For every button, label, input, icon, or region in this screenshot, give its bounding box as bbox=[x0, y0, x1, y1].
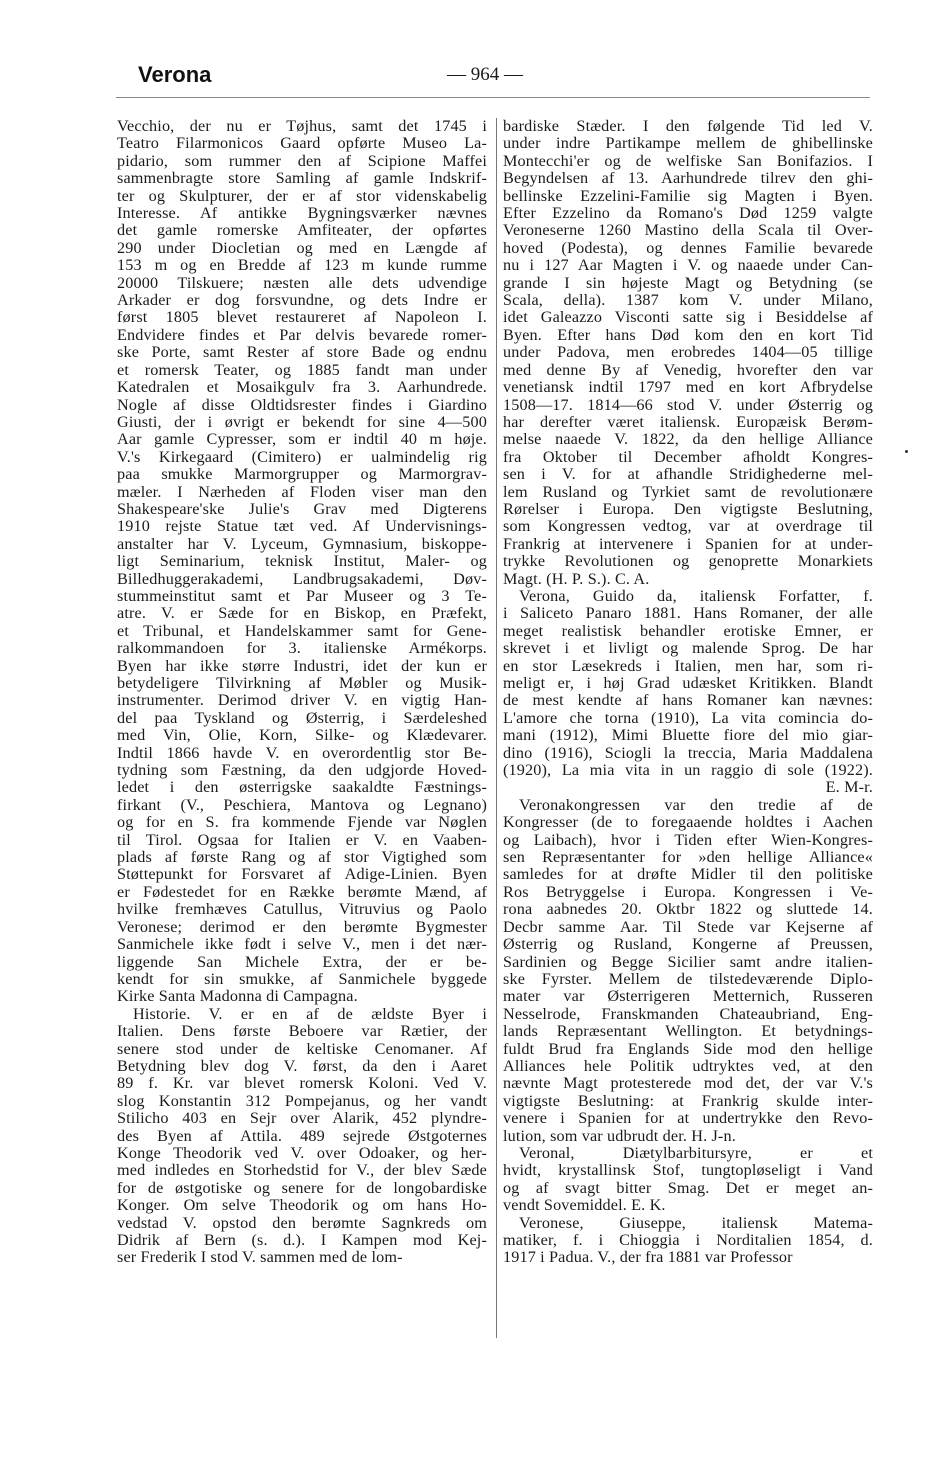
text-line: Frankrig at intervenere i Spanien for at under- bbox=[503, 535, 873, 553]
text-line: Veronakongressen var den tredie af de bbox=[519, 796, 873, 814]
text-line: til Tirol. Ogsaa for Italien er V. en Vaaben- bbox=[117, 831, 487, 849]
text-line: V.'s Kirkegaard (Cimitero) er ualmindelig rig bbox=[117, 448, 487, 466]
text-line: anstalter har V. Lyceum, Gymnasium, biskoppe- bbox=[117, 535, 487, 553]
text-line: ligt Seminarium, teknisk Institut, Maler- og bbox=[117, 553, 487, 571]
text-line: i Saliceto Panaro 1881. Hans Romaner, der alle bbox=[503, 605, 873, 623]
text-line: idet Galeazzo Visconti satte sig i Besiddelse af bbox=[503, 309, 873, 327]
text-line: paa smukke Marmorgrupper og Marmorgrav- bbox=[117, 466, 487, 484]
text-line: mæler. I Nærheden af Floden viser man den bbox=[117, 483, 487, 501]
text-line: Stilicho 403 en Sejr over Alarik, 452 plyndre- bbox=[117, 1110, 487, 1128]
text-line: Giusti, der i øvrigt er bekendt for sine 4—500 bbox=[117, 413, 487, 431]
text-line: Nogle af disse Oldtidsrester findes i Giardino bbox=[117, 396, 487, 414]
text-line: Billedhuggerakademi, Landbrugsakademi, Døv- bbox=[117, 570, 487, 588]
text-line: er Fødestedet for en Række berømte Mænd, af bbox=[117, 883, 487, 901]
text-line: stummeinstitut samt et Par Museer og 3 Te- bbox=[117, 587, 487, 605]
text-line: Historie. V. er en af de ældste Byer i bbox=[133, 1005, 487, 1023]
text-line: hoved (Podesta), og dennes Familie bevarede bbox=[503, 239, 873, 257]
text-line: liggende San Michele Extra, der er be- bbox=[117, 953, 487, 971]
text-line: først 1805 blevet restaureret af Napoleon I. bbox=[117, 309, 487, 327]
text-line: vendt Sovemiddel. E. K. bbox=[503, 1197, 666, 1215]
text-line: Montecchi'er og de welfiske San Bonifazios. I bbox=[503, 152, 873, 170]
text-line: samledes for at drøfte Midler til den politiske bbox=[503, 866, 873, 884]
text-line: rona aabnedes 20. Oktbr 1822 og sluttede 14. bbox=[503, 901, 873, 919]
text-line: slog Konstantin 312 Pompejanus, og her vandt bbox=[117, 1092, 487, 1110]
text-line: Østerrig og Rusland, Kongerne af Preussen, bbox=[503, 936, 873, 954]
text-line: trykke Revolutionen og genoprette Monarkiets bbox=[503, 553, 873, 571]
text-line: Aar gamle Cypresser, som er indtil 40 m høje. bbox=[117, 431, 487, 449]
text-line: og for en S. fra kommende Fjende var Nøglen bbox=[117, 814, 487, 832]
text-line: Veroneserne 1260 Mastino della Scala til Over- bbox=[503, 222, 873, 240]
text-line: pidario, som rummer den af Scipione Maffei bbox=[117, 152, 487, 170]
text-line: Veronese; derimod er den berømte Bygmester bbox=[117, 918, 487, 936]
text-line: Vecchio, der nu er Tøjhus, samt det 1745 i bbox=[117, 118, 487, 135]
text-line: de mest kendte af hans Romaner kan nævnes: bbox=[503, 692, 873, 710]
text-line: under Padova, men erobredes 1404—05 tillige bbox=[503, 344, 873, 362]
text-line: Byen har ikke større Industri, idet der kun er bbox=[117, 657, 487, 675]
text-line: vedstad V. opstod den berømte Sagnkreds om bbox=[117, 1214, 487, 1232]
text-line: E. M-r. bbox=[825, 779, 873, 797]
text-line: fra Oktober til December afholdt Kongres- bbox=[503, 448, 873, 466]
text-line: Støttepunkt for Forsvaret af Adige-Linien. Byen bbox=[117, 866, 487, 884]
text-line: Scala, della). 1387 kom V. under Milano, bbox=[503, 292, 873, 310]
text-line: 1508—17. 1814—66 stod V. under Østerrig og bbox=[503, 396, 873, 414]
text-line: bellinske Ezzelini-Familie sig Magten i Byen. bbox=[503, 187, 873, 205]
text-line: plads af første Rang og af stor Vigtighed som bbox=[117, 849, 487, 867]
text-line: Veronese, Giuseppe, italiensk Matema- bbox=[519, 1214, 873, 1232]
text-line: Nesselrode, Franskmanden Chateaubriand, Eng- bbox=[503, 1005, 873, 1023]
text-line: Efter Ezzelino da Romano's Død 1259 valgte bbox=[503, 205, 873, 223]
text-line: hvidt, krystallinsk Stof, tungtopløseligt i Vand bbox=[503, 1162, 873, 1180]
text-line: Alliances hele Politik udtryktes ved, at den bbox=[503, 1057, 873, 1075]
text-line: som Kongressen vedtog, var at overdrage til bbox=[503, 518, 873, 536]
running-title: Verona bbox=[138, 62, 212, 87]
right-column bbox=[503, 118, 873, 1267]
text-line: lands Repræsentant Wellington. Et betydnings- bbox=[503, 1023, 873, 1041]
text-line: Italien. Dens første Beboere var Rætier, der bbox=[117, 1023, 487, 1041]
text-line: Ros Betryggelse i Europa. Kongressen i Ve- bbox=[503, 883, 873, 901]
text-line: Konge Theodorik ved V. over Odoaker, og her- bbox=[117, 1144, 487, 1162]
text-line: med denne By af Venedig, hvorefter den var bbox=[503, 361, 873, 379]
text-line: meligt er, i høj Grad udæsket Kritikken. Blandt bbox=[503, 675, 873, 692]
text-line: har derefter været italiensk. Europæisk Berøm- bbox=[503, 413, 873, 431]
text-line: Magt. (H. P. S.). C. A. bbox=[503, 570, 650, 588]
text-line: tydning som Fæstning, da den udgjorde Hoved- bbox=[117, 762, 487, 780]
text-line: og Laibach), hvor i Tiden efter Wien-Kongres- bbox=[503, 831, 873, 849]
text-line: Konger. Om selve Theodorik og om hans Ho- bbox=[117, 1197, 487, 1215]
text-line: vigtigste Beslutning: at Frankrig skulde inter- bbox=[503, 1092, 873, 1110]
text-line: mater var Østerrigeren Metternich, Russeren bbox=[503, 988, 873, 1006]
text-line: Betydning blev dog V. først, da den i Aaret bbox=[117, 1057, 487, 1075]
text-line: 20000 Tilskuere; næsten alle dets udvendige bbox=[117, 274, 487, 292]
text-line: Begyndelsen af 13. Aarhundrede tilrev den ghi- bbox=[503, 170, 873, 188]
page-number: — 964 — bbox=[447, 64, 523, 85]
text-line: lem Rusland og Tyrkiet samt de revolutionære bbox=[503, 483, 873, 501]
text-line: en stor Læsekreds i Italien, men har, som ri- bbox=[503, 657, 873, 675]
text-line: Didrik af Bern (s. d.). I Kampen mod Kej- bbox=[117, 1232, 487, 1249]
text-line: ter og Skulpturer, der er af stor videnskabelig bbox=[117, 187, 487, 205]
text-line: 153 m og en Bredde af 123 m kunde rumme bbox=[117, 257, 487, 275]
text-line: (1920), La mia vita in un raggio di sole (1922). bbox=[503, 762, 873, 780]
text-line: matiker, f. i Chioggia i Norditalien 1854, d. bbox=[503, 1232, 873, 1249]
text-line: Teatro Filarmonicos Gaard opførte Museo La- bbox=[117, 135, 487, 153]
text-line: fuldt Brud fra Englands Side mod den hellige bbox=[503, 1040, 873, 1058]
left-column bbox=[117, 118, 487, 1267]
text-line: bardiske Stæder. I den følgende Tid led V. bbox=[503, 118, 873, 135]
text-line: mani (1912), Mimi Bluette fiore del mio giar- bbox=[503, 727, 873, 745]
text-line: instrumenter. Derimod driver V. en vigtig Han- bbox=[117, 692, 487, 710]
text-line: venere i Spanien for at undertrykke den Revo- bbox=[503, 1110, 873, 1128]
text-line: under indre Partikampe mellem de ghibellinske bbox=[503, 135, 873, 153]
text-line: et Tribunal, et Handelskammer samt for Gene- bbox=[117, 622, 487, 640]
text-line: melse naaede V. 1822, da den hellige Alliance bbox=[503, 431, 873, 449]
text-line: dino (1916), Sciogli la treccia, Maria Maddalena bbox=[503, 744, 873, 762]
text-line: Sardinien og Begge Sicilier samt andre italien- bbox=[503, 953, 873, 971]
text-line: ralkommandoen for 3. italienske Armékorps. bbox=[117, 640, 487, 658]
text-line: Arkader er dog forsvundne, og dets Indre er bbox=[117, 292, 487, 310]
text-line: lution, som var udbrudt der. H. J-n. bbox=[503, 1127, 736, 1145]
text-line: nu i 127 Aar Magten i V. og naaede under Can- bbox=[503, 257, 873, 275]
text-line: betydeligere Tilvirkning af Møbler og Musik- bbox=[117, 675, 487, 692]
text-line: L'amore che torna (1910), La vita comincia do- bbox=[503, 709, 873, 727]
text-line: sammenbragte store Samling af gamle Indskrif- bbox=[117, 170, 487, 188]
column-divider bbox=[496, 118, 497, 1338]
text-line: del paa Tyskland og Østerrig, i Særdeleshed bbox=[117, 709, 487, 727]
text-line: atre. V. er Sæde for en Biskop, en Præfekt, bbox=[117, 605, 487, 623]
text-line: Verona, Guido da, italiensk Forfatter, f. bbox=[519, 587, 873, 605]
text-line: for de østgotiske og senere for de longobardiske bbox=[117, 1179, 487, 1197]
text-line: sen Repræsentanter for »den hellige Alliance« bbox=[503, 849, 873, 867]
text-line: firkant (V., Peschiera, Mantova og Legnano) bbox=[117, 796, 487, 814]
text-line: et romersk Teater, og 1885 fandt man under bbox=[117, 361, 487, 379]
text-line: Veronal, Diætylbarbitursyre, er et bbox=[519, 1144, 873, 1162]
text-line: det gamle romerske Amfiteater, der opførtes bbox=[117, 222, 487, 240]
text-line: sen i V. for at afhandle Stridighederne mel- bbox=[503, 466, 873, 484]
text-line: Kirke Santa Madonna di Campagna. bbox=[117, 988, 358, 1006]
text-line: 89 f. Kr. var blevet romersk Koloni. Ved V. bbox=[117, 1075, 487, 1093]
text-line: 1910 rejste Statue tæt ved. Af Undervisnings- bbox=[117, 518, 487, 536]
text-line: Indtil 1866 havde V. en overordentlig stor Be- bbox=[117, 744, 487, 762]
text-line: meget realistisk behandler erotiske Emner, er bbox=[503, 622, 873, 640]
text-line: des Byen af Attila. 489 sejrede Østgoternes bbox=[117, 1127, 487, 1145]
text-line: Katedralen et Mosaikgulv fra 3. Aarhundrede. bbox=[117, 379, 487, 397]
text-line: Endvidere findes et Par delvis bevarede romer- bbox=[117, 326, 487, 344]
text-line: grande I sin højeste Magt og Betydning (se bbox=[503, 274, 873, 292]
text-line: senere stod under de keltiske Cenomaner. Af bbox=[117, 1040, 487, 1058]
stray-mark bbox=[905, 450, 908, 453]
text-line: nævnte Magt protesterede mod det, der var V.'s bbox=[503, 1075, 873, 1093]
text-line: 1917 i Padua. V., der fra 1881 var Professor bbox=[503, 1249, 793, 1267]
text-line: venetiansk indtil 1797 med en kort Afbrydelse bbox=[503, 379, 873, 397]
text-line: og af svagt bitter Smag. Det er meget an- bbox=[503, 1179, 873, 1197]
text-line: ske Fyrster. Mellem de tilstedeværende Diplo- bbox=[503, 970, 873, 988]
header-rule bbox=[116, 97, 870, 98]
text-line: Interesse. Af antikke Bygningsværker nævnes bbox=[117, 205, 487, 223]
text-line: Sanmichele ikke født i selve V., men i det nær- bbox=[117, 936, 487, 954]
text-line: ledet i den østerrigske saakaldte Fæstnings- bbox=[117, 779, 487, 797]
text-line: med Vin, Olie, Korn, Silke- og Klædevarer. bbox=[117, 727, 487, 745]
text-line: skrevet i et livligt og malende Sprog. De har bbox=[503, 640, 873, 658]
text-line: ske Porte, samt Rester af store Bade og endnu bbox=[117, 344, 487, 362]
text-line: kendt for sin smukke, af Sanmichele byggede bbox=[117, 970, 487, 988]
text-line: 290 under Diocletian og med en Længde af bbox=[117, 239, 487, 257]
text-line: Kongresser (de to foregaaende holdtes i Aachen bbox=[503, 814, 873, 832]
text-line: hvilke fremhæves Catullus, Vitruvius og Paolo bbox=[117, 901, 487, 919]
text-line: Rørelser i Europa. Den vigtigste Beslutning, bbox=[503, 500, 873, 518]
text-line: Byen. Efter hans Død kom den en kort Tid bbox=[503, 326, 873, 344]
text-line: med indledes en Storhedstid for V., der blev Sæde bbox=[117, 1162, 487, 1180]
text-line: Shakespeare'ske Julie's Grav med Digterens bbox=[117, 500, 487, 518]
text-line: ser Frederik I stod V. sammen med de lom- bbox=[117, 1249, 403, 1267]
text-line: Decbr samme Aar. Til Stede var Kejserne af bbox=[503, 918, 873, 936]
